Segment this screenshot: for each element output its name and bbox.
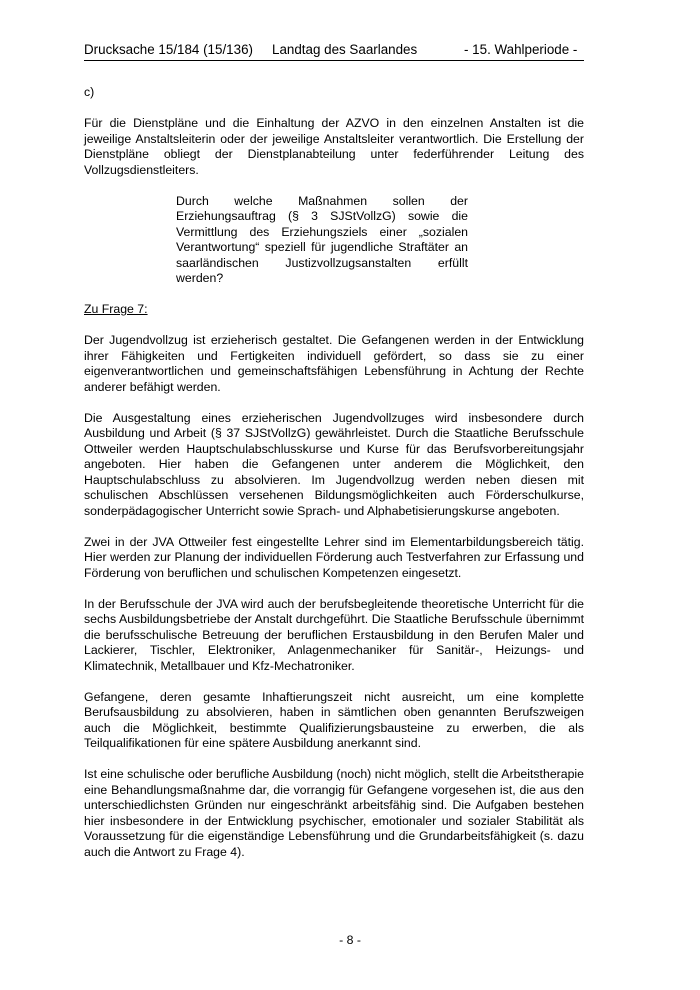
answer-paragraph: Ist eine schulische oder berufliche Ausbildung (noch) nicht möglich, stellt die Arbeitstherapie eine Behandlungsmaßnahme dar, die vorrangig für Gefangene vorgesehen ist, die aus den unterschiedlichsten Gründen nur eingeschränkt arbeitsfähig sind. Die Aufgaben bestehen hier insbesondere in der Entwicklung psychischer, emotionaler und sozialer Stabilität als Voraussetzung für die eigenständige Lebensführung und die Grundarbeitsfähigkeit (s. dazu auch die Antwort zu Frage 4).	[84, 767, 584, 859]
question-block: Durch welche Maßnahmen sollen der Erziehungsauftrag (§ 3 SJStVollzG) sowie die Vermittlung des Erziehungsziels einer „sozialen Verantwortung“ speziell für jugendliche Straftäter an saarländischen Justizvollzugsanstalten erfüllt werden?	[176, 193, 468, 285]
answer-paragraph: Zwei in der JVA Ottweiler fest eingestellte Lehrer sind im Elementarbildungsbereich tätig. Hier werden zur Planung der individuellen Förderung auch Testverfahren zur Erfassung und Förderung von beruflichen und schulischen Kompetenzen eingesetzt.	[84, 534, 584, 580]
header-wahlperiode: - 15. Wahlperiode -	[464, 42, 578, 57]
answer-paragraph: Die Ausgestaltung eines erzieherischen Jugendvollzuges wird insbesondere durch Ausbildung und Arbeit (§ 37 SJStVollzG) gewährleistet. Durch die Staatliche Berufsschule Ottweiler werden Hauptschulabschlusskurse und Kurse für das Berufsvorbereitungsjahr angeboten. Hier haben die Gefangenen unter anderem die Möglichkeit, den Hauptschulabschluss zu absolvieren. Im Jugendvollzug werden neben diesen mit schulischen Abschlüssen versehenen Bildungsmöglichkeiten auch Förderschulkurse, sonderpädagogischer Unterricht sowie Sprach- und Alphabetisierungskurse angeboten.	[84, 410, 584, 518]
document-body	[84, 85, 584, 876]
answer-paragraph: In der Berufsschule der JVA wird auch der berufsbegleitende theoretische Unterricht für die sechs Ausbildungsbetriebe der Anstalt durchgeführt. Die Staatliche Berufsschule übernimmt die berufsschulische Betreuung der beruflichen Erstausbildung in den Berufen Maler und Lackierer, Tischler, Elektroniker, Anlagenmechaniker für Sanitär-, Heizungs- und Klimatechnik, Metallbauer und Kfz-Mechatroniker.	[84, 596, 584, 673]
header-drucksache: Drucksache 15/184 (15/136)	[84, 42, 253, 57]
answer-heading: Zu Frage 7:	[84, 302, 148, 316]
intro-paragraph: Für die Dienstpläne und die Einhaltung der AZVO in den einzelnen Anstalten ist die jeweilige Anstaltsleiterin oder der jeweilige Anstaltsleiter verantwortlich. Die Erstellung der Dienstpläne obliegt der Dienstplanabteilung unter federführender Leitung des Vollzugsdienstleiters.	[84, 116, 584, 177]
page-number: - 8 -	[339, 933, 361, 947]
answer-paragraph: Der Jugendvollzug ist erzieherisch gestaltet. Die Gefangenen werden in der Entwicklung ihrer Fähigkeiten und Fertigkeiten individuell gefördert, so dass sie zu einer eigenverantwortlichen und gemeinschaftsfähigen Lebensführung in Achtung der Rechte anderer befähigt werden.	[84, 333, 584, 394]
section-marker: c)	[84, 85, 95, 99]
header-landtag: Landtag des Saarlandes	[272, 42, 418, 57]
answer-paragraph: Gefangene, deren gesamte Inhaftierungszeit nicht ausreicht, um eine komplette Berufsausbildung zu absolvieren, haben in sämtlichen oben genannten Berufszweigen auch die Möglichkeit, bestimmte Qualifizierungsbausteine zu erwerben, die als Teilqualifikationen für eine spätere Ausbildung anerkannt sind.	[84, 689, 584, 750]
page-header	[84, 40, 584, 61]
